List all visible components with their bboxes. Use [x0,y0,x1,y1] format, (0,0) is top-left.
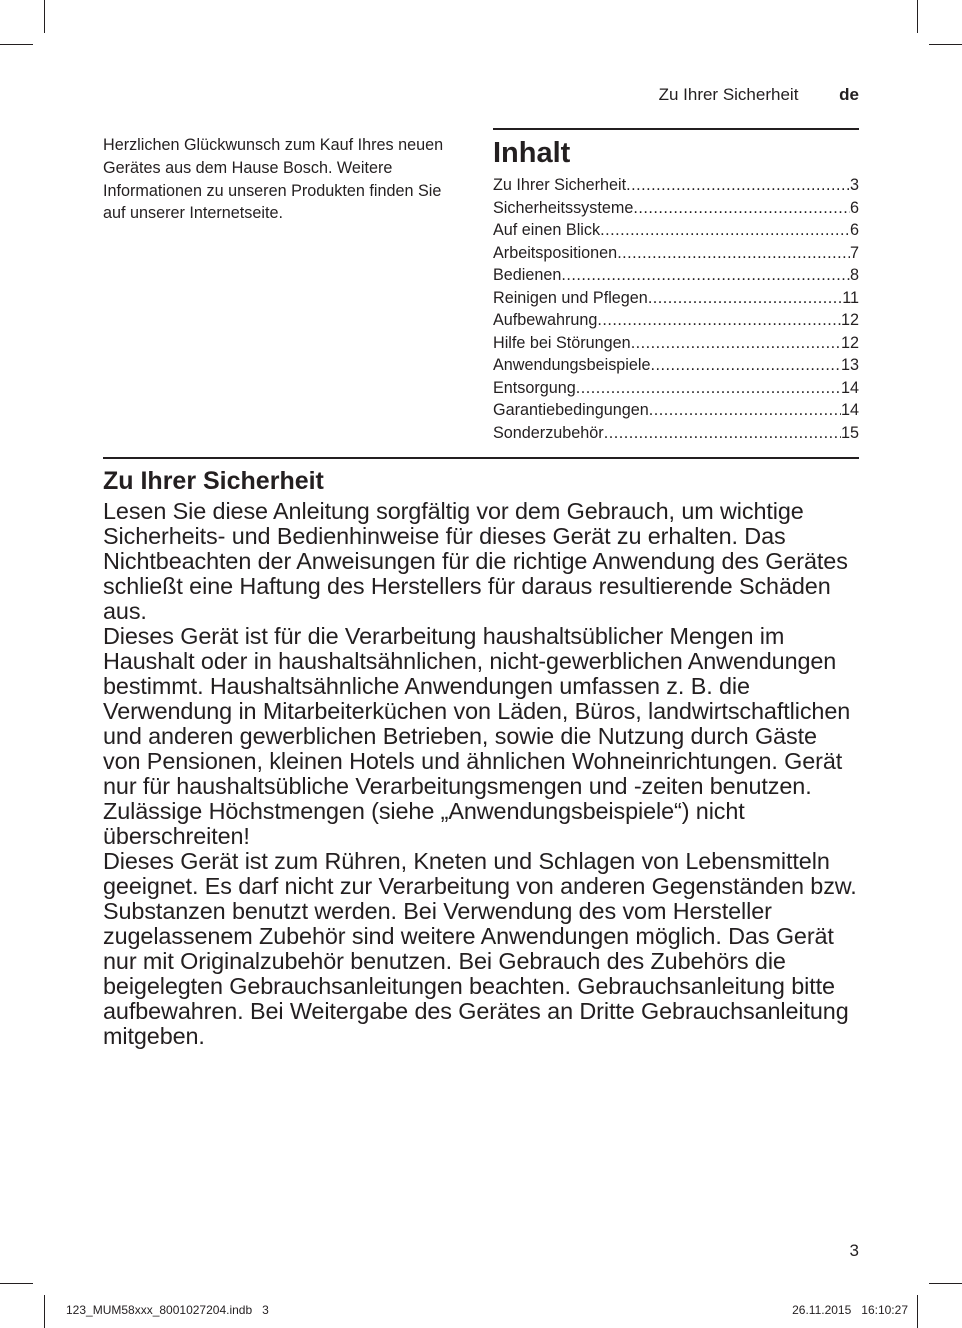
running-header-title: Zu Ihrer Sicherheit [658,85,799,104]
running-header [659,84,859,106]
toc-entry [493,354,859,377]
toc-entry-label: Aufbewahrung [493,311,598,329]
toc-dot-leader [626,174,850,197]
crop-mark [929,1283,962,1284]
toc-entry-label: Entsorgung [493,378,576,397]
toc-dot-leader [604,422,841,445]
toc-entry-page: 12 [840,333,859,352]
toc-entry [493,287,859,310]
toc-entry-label: Arbeitspositionen [493,243,618,262]
toc-dot-leader [631,332,841,355]
section-paragraph: Dieses Gerät ist für die Verarbeitung haushaltsüblicher Mengen im Haushalt oder in haushaltsähnlichen, nicht-gewerblichen Anwendungen bestimmt. Haushaltsähnliche Anwendungen umfassen z. B. die Verwendung in Mitarbeiterküchen von Läden, Büros, landwirtschaftlichen und anderen gewerblichen Betrieben, sowie die Nutzung durch Gäste von Pensionen, kleinen Hotels und ähnlichen Wohneinrichtungen. Gerät nur für haushaltsübliche Verarbeitungsmengen und -zeiten benutzen. Zulässige Höchstmengen (siehe „Anwendungsbeispiele“) nicht überschreiten! [103,623,851,849]
toc-entry-page: 3 [849,176,859,194]
toc-entry-page: 6 [849,198,859,217]
toc-entry-label: Zu Ihrer Sicherheit [493,176,627,194]
toc-entry-page: 14 [840,378,859,397]
toc-entry-label: Auf einen Blick [493,221,601,239]
slug-file-info: 123_MUM58xxx_8001027204.indb 3 [66,1303,269,1317]
crop-mark [44,1295,45,1328]
toc-entry-label: Bedienen [493,266,562,284]
toc-entry [493,399,859,422]
toc-dot-leader [600,219,850,242]
toc-entry [493,174,859,197]
toc-entry-label: Sonderzubehör [493,423,604,442]
crop-mark [0,44,33,45]
crop-mark [917,1295,918,1328]
section-heading: Zu Ihrer Sicherheit [103,467,324,495]
toc-entry [493,219,859,242]
toc-entry-label: Sicherheitssysteme [493,198,634,217]
toc-entry [493,377,859,400]
toc-entry-page: 12 [840,311,859,329]
toc-dot-leader [561,264,850,287]
toc-entry-page: 14 [840,401,859,419]
toc-entry-page: 11 [842,288,859,307]
toc-entry-label: Anwendungsbeispiele [493,356,651,374]
toc-entry-page: 15 [840,423,859,442]
toc-dot-leader [633,197,850,220]
toc-entry-page: 6 [849,221,859,239]
toc-dot-leader [597,309,841,332]
crop-mark [929,44,962,45]
crop-mark [44,0,45,33]
toc-dot-leader [648,287,842,310]
toc-dot-leader [651,354,841,377]
toc-dot-leader [576,377,841,400]
toc-entry [493,242,859,265]
toc-entry-page: 7 [849,243,859,262]
language-code: de [839,85,859,104]
safety-section [103,457,859,1049]
toc-entry-label: Hilfe bei Störungen [493,333,631,352]
toc-heading: Inhalt [493,137,571,169]
crop-mark [917,0,918,33]
page-number: 3 [849,1241,859,1260]
toc-entry [493,422,859,445]
intro-text: Herzlichen Glückwunsch zum Kauf Ihres neuen Gerätes aus dem Hause Bosch. Weitere Informationen zu unseren Produkten finden Sie auf unserer Internetseite. [103,136,444,223]
toc-entry [493,332,859,355]
toc-entry [493,197,859,220]
table-of-contents [493,128,859,444]
section-paragraph: Lesen Sie diese Anleitung sorgfältig vor dem Gebrauch, um wichtige Sicherheits- und Bedienhinweise für dieses Gerät zu erhalten. Das Nichtbeachten der Anweisungen für die richtige Anwendung des Gerätes schließt eine Haftung des Herstellers für daraus resultierende Schäden aus. [103,498,848,624]
toc-list [493,174,859,444]
toc-entry-page: 13 [840,356,859,374]
crop-mark [0,1283,33,1284]
toc-entry-page: 8 [849,266,859,284]
slug-date-info: 26.11.2015 16:10:27 [792,1303,908,1317]
toc-dot-leader [649,399,841,422]
toc-entry-label: Garantiebedingungen [493,401,649,419]
toc-entry [493,309,859,332]
toc-entry-label: Reinigen und Pflegen [493,288,648,307]
toc-entry [493,264,859,287]
section-paragraph: Dieses Gerät ist zum Rühren, Kneten und Schlagen von Lebensmitteln geeignet. Es darf nicht zur Verarbeitung von anderen Gegenständen bzw. Substanzen benutzt werden. Bei Verwendung des vom Hersteller zugelassenem Zubehör sind weitere Anwendungen möglich. Das Gerät nur mit Originalzubehör benutzen. Bei Gebrauch des Zubehörs die beigelegten Gebrauchsanleitungen beachten. Gebrauchsanleitung bitte aufbewahren. Bei Weitergabe des Gerätes an Dritte Gebrauchsanleitung mitgeben. [103,848,857,1049]
toc-dot-leader [617,242,850,265]
